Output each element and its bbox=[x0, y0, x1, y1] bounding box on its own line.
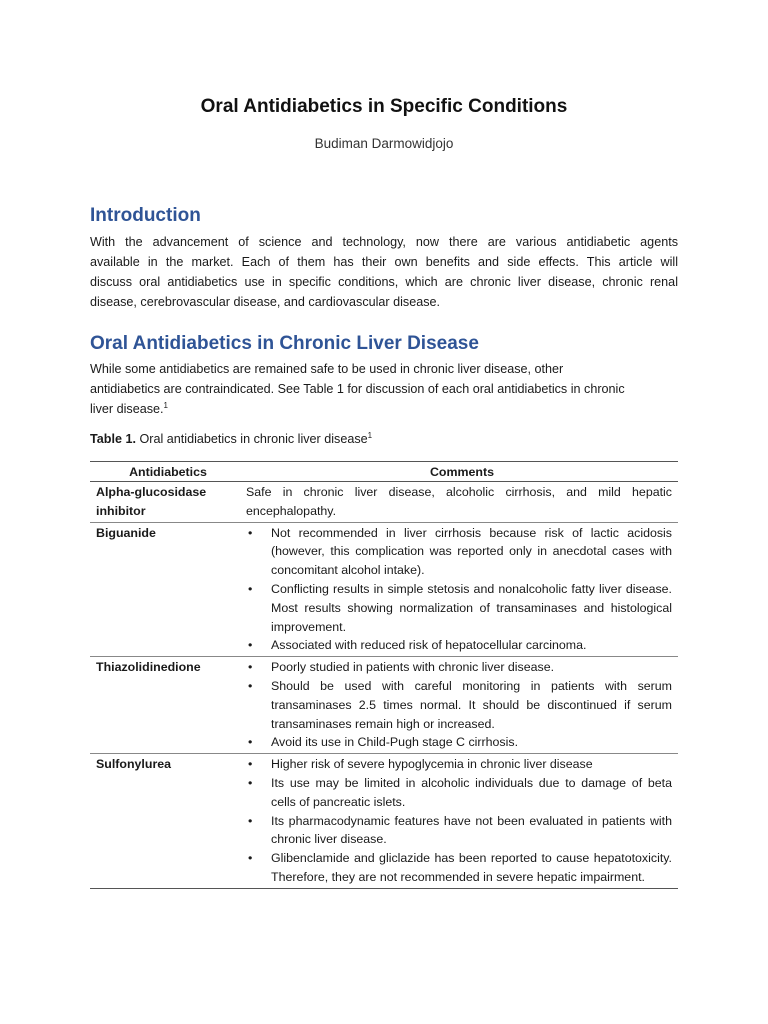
comment-list bbox=[246, 755, 672, 887]
comment-list bbox=[246, 524, 672, 656]
drug-comment bbox=[246, 482, 678, 523]
drug-name: Sulfonylurea bbox=[90, 754, 246, 889]
comment-bullet: • Glibenclamide and gliclazide has been reported to cause hepatotoxicity. Therefore, they are not recommended in severe hepatic impairment. bbox=[246, 849, 672, 887]
table-row bbox=[90, 482, 678, 523]
intro-line: disease, cerebrovascular disease, and cardiovascular disease. bbox=[90, 295, 441, 309]
liver-line: antidiabetics are contraindicated. See Table 1 for discussion of each oral antidiabetics in chronic bbox=[90, 382, 625, 396]
drug-name: Biguanide bbox=[90, 522, 246, 657]
table-row bbox=[90, 522, 678, 657]
intro-line: discuss oral antidiabetics use in specific conditions, which are chronic liver disease, chronic renal bbox=[90, 275, 678, 289]
comment-bullet: • Should be used with careful monitoring in patients with serum transaminases 2.5 times normal. It should be discontinued if serum transaminases remain high or increased. bbox=[246, 677, 672, 733]
comment-bullet: • Not recommended in liver cirrhosis because risk of lactic acidosis (however, this complication was reported only in anecdotal cases with concomitant alcohol intake). bbox=[246, 524, 672, 580]
comment-list bbox=[246, 658, 672, 752]
liver-line-text: liver disease. bbox=[90, 402, 164, 416]
liver-paragraph bbox=[90, 359, 678, 419]
comment-bullet: • Conflicting results in simple stetosis and nonalcoholic fatty liver disease. Most results showing normalization of transaminases and histological improvement. bbox=[246, 580, 672, 636]
table-caption bbox=[90, 432, 372, 446]
table-row bbox=[90, 657, 678, 754]
liver-line: While some antidiabetics are remained safe to be used in chronic liver disease, other bbox=[90, 362, 564, 376]
header-comments: Comments bbox=[246, 462, 678, 482]
section-heading-introduction: Introduction bbox=[90, 205, 201, 226]
drug-comment bbox=[246, 754, 678, 889]
reference-marker: 1 bbox=[163, 401, 168, 410]
author-name: Budiman Darmowidjojo bbox=[314, 136, 454, 151]
comment-text: Safe in chronic liver disease, alcoholic cirrhosis, and mild hepatic encephalopathy. bbox=[246, 485, 672, 518]
section-heading-liver: Oral Antidiabetics in Chronic Liver Disease bbox=[90, 333, 479, 354]
reference-marker: 1 bbox=[367, 431, 373, 440]
antidiabetics-table bbox=[90, 461, 678, 889]
comment-bullet: • Its pharmacodynamic features have not been evaluated in patients with chronic liver disease. bbox=[246, 812, 672, 850]
table-row bbox=[90, 754, 678, 889]
table-caption-label: Table 1. bbox=[90, 432, 136, 446]
comment-bullet: • Avoid its use in Child-Pugh stage C cirrhosis. bbox=[246, 733, 672, 752]
intro-line: With the advancement of science and technology, now there are various antidiabetic agents bbox=[90, 235, 678, 249]
liver-line bbox=[90, 399, 678, 419]
intro-line: available in the market. Each of them has their own benefits and side effects. This article will bbox=[90, 255, 678, 269]
drug-name: Alpha-glucosidase inhibitor bbox=[90, 482, 246, 523]
drug-comment bbox=[246, 522, 678, 657]
drug-comment bbox=[246, 657, 678, 754]
table-header-row bbox=[90, 462, 678, 482]
header-antidiabetics: Antidiabetics bbox=[90, 462, 246, 482]
drug-name: Thiazolidinedione bbox=[90, 657, 246, 754]
intro-paragraph bbox=[90, 232, 678, 312]
comment-bullet: • Poorly studied in patients with chronic liver disease. bbox=[246, 658, 672, 677]
comment-bullet: • Higher risk of severe hypoglycemia in chronic liver disease bbox=[246, 755, 672, 774]
document-title: Oral Antidiabetics in Specific Conditions bbox=[200, 96, 568, 117]
comment-bullet: • Associated with reduced risk of hepatocellular carcinoma. bbox=[246, 636, 672, 655]
comment-bullet: • Its use may be limited in alcoholic individuals due to damage of beta cells of pancreatic islets. bbox=[246, 774, 672, 812]
table-caption-text: Oral antidiabetics in chronic liver disease bbox=[135, 432, 368, 446]
